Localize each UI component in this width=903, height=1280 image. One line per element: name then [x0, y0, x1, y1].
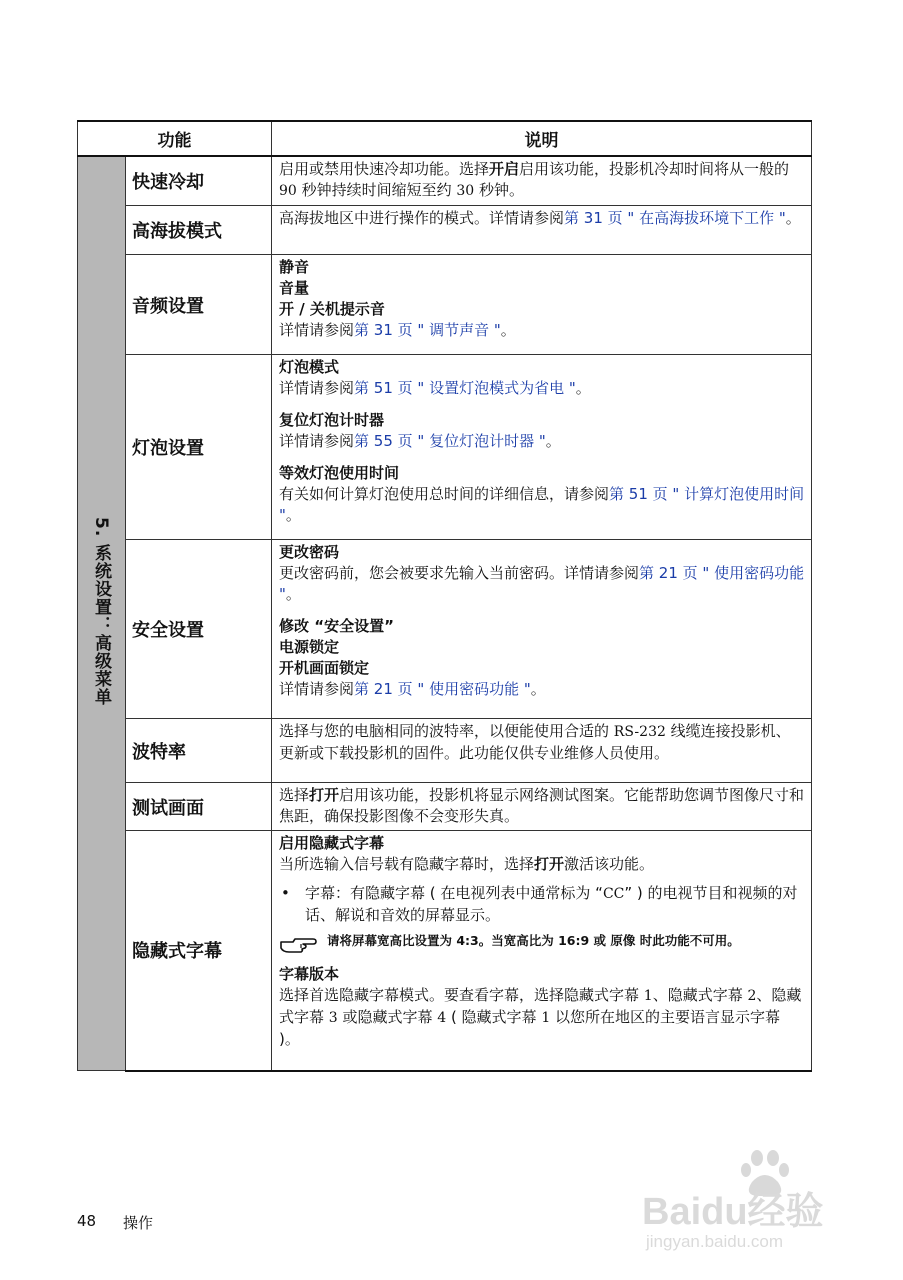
link-lamp-timer[interactable]: 第 55 页 " 复位灯泡计时器 ": [354, 432, 546, 450]
note-box: [279, 932, 805, 958]
table-row: [78, 156, 812, 206]
link-password[interactable]: 第 21 页 " 使用密码功能 ": [279, 564, 805, 603]
link-audio[interactable]: 第 31 页 " 调节声音 ": [354, 321, 501, 339]
side-section-label: [78, 156, 126, 1071]
watermark-brand: Baidu经验: [642, 1191, 824, 1233]
desc-high-altitude: 高海拔地区中进行操作的模式。详情请参阅第 31 页 " 在高海拔环境下工作 "。: [272, 206, 812, 255]
header-description: 说明: [272, 121, 812, 156]
feature-test-pattern: 测试画面: [126, 783, 272, 831]
feature-lamp: 灯泡设置: [126, 355, 272, 540]
watermark-url: jingyan.baidu.com: [646, 1232, 784, 1251]
desc-security: 更改密码 更改密码前，您会被要求先输入当前密码。详情请参阅第 21 页 " 使用密码功能 "。 修改 “安全设置” 电源锁定 开机画面锁定 详情请参阅第 21 页 " 使用密码功能 "。: [272, 540, 812, 719]
settings-table: [77, 120, 812, 1072]
footer-section: 操作: [123, 1214, 154, 1232]
note-text: 请将屏幕宽高比设置为 4:3。当宽高比为 16:9 或 原像 时此功能不可用。: [327, 933, 740, 948]
side-label-text: 5. 系统设置：高级菜单: [91, 516, 111, 707]
page-number: 48: [77, 1212, 97, 1230]
feature-high-altitude: 高海拔模式: [126, 206, 272, 255]
desc-quick-cool: 启用或禁用快速冷却功能。选择开启启用该功能，投影机冷却时间将从一般的 90 秒钟持续时间缩短至约 30 秒钟。: [272, 156, 812, 206]
feature-closed-caption: 隐藏式字幕: [126, 831, 272, 1071]
link-lamp-mode[interactable]: 第 51 页 " 设置灯泡模式为省电 ": [354, 379, 576, 397]
feature-audio: 音频设置: [126, 255, 272, 355]
table-row: [78, 831, 812, 1071]
table-row: [78, 355, 812, 540]
link-lamp-hours[interactable]: 第 51 页 " 计算灯泡使用时间 ": [279, 485, 805, 524]
desc-audio: 静音 音量 开 / 关机提示音 详情请参阅第 31 页 " 调节声音 "。: [272, 255, 812, 355]
feature-security: 安全设置: [126, 540, 272, 719]
feature-baud: 波特率: [126, 719, 272, 783]
header-function: 功能: [78, 121, 272, 156]
desc-test-pattern: 选择打开启用该功能，投影机将显示网络测试图案。它能帮助您调节图像尺寸和焦距，确保投影图像不会变形失真。: [272, 783, 812, 831]
table-row: [78, 540, 812, 719]
baidu-paw-icon: [640, 1148, 850, 1253]
table-row: [78, 783, 812, 831]
table-row: [78, 255, 812, 355]
feature-quick-cool: 快速冷却: [126, 156, 272, 206]
bullet-item: • 字幕：有隐藏字幕 ( 在电视列表中通常标为 “CC” ) 的电视节目和视频的对话、解说和音效的屏幕显示。: [281, 884, 798, 924]
link-password-2[interactable]: 第 21 页 " 使用密码功能 ": [354, 680, 531, 698]
link-high-altitude[interactable]: 第 31 页 " 在高海拔环境下工作 ": [564, 209, 786, 227]
desc-closed-caption: 启用隐藏式字幕 当所选输入信号载有隐藏字幕时，选择打开激活该功能。 • 字幕：有隐藏字幕 ( 在电视列表中通常标为 “CC” ) 的电视节目和视频的对话、解说和音效的屏幕显示。 请将屏幕宽高比设置为 4:3。当宽高比为 16:9 或 原像 时此功能不可用。 字幕版本 选择首选隐藏字幕模式。要查看字幕，选择隐藏式字幕 1、隐藏式字幕 2、隐藏式字幕 3 或隐藏式字幕 4 ( 隐藏式字幕 1 以您所在地区的主要语言显示字幕 )。: [272, 831, 812, 1071]
pointing-hand-icon: [279, 932, 327, 958]
desc-baud: 选择与您的电脑相同的波特率，以便能使用合适的 RS-232 线缆连接投影机、更新或下载投影机的固件。此功能仅供专业维修人员使用。: [272, 719, 812, 783]
desc-lamp: 灯泡模式 详情请参阅第 51 页 " 设置灯泡模式为省电 "。 复位灯泡计时器 详情请参阅第 55 页 " 复位灯泡计时器 "。 等效灯泡使用时间 有关如何计算灯泡使用总时间的详细信息，请参阅第 51 页 " 计算灯泡使用时间 "。: [272, 355, 812, 540]
table-row: [78, 719, 812, 783]
table-row: [78, 206, 812, 255]
bullet-dot: •: [281, 884, 290, 902]
table-header-row: [78, 121, 812, 156]
watermark: [640, 1148, 850, 1253]
